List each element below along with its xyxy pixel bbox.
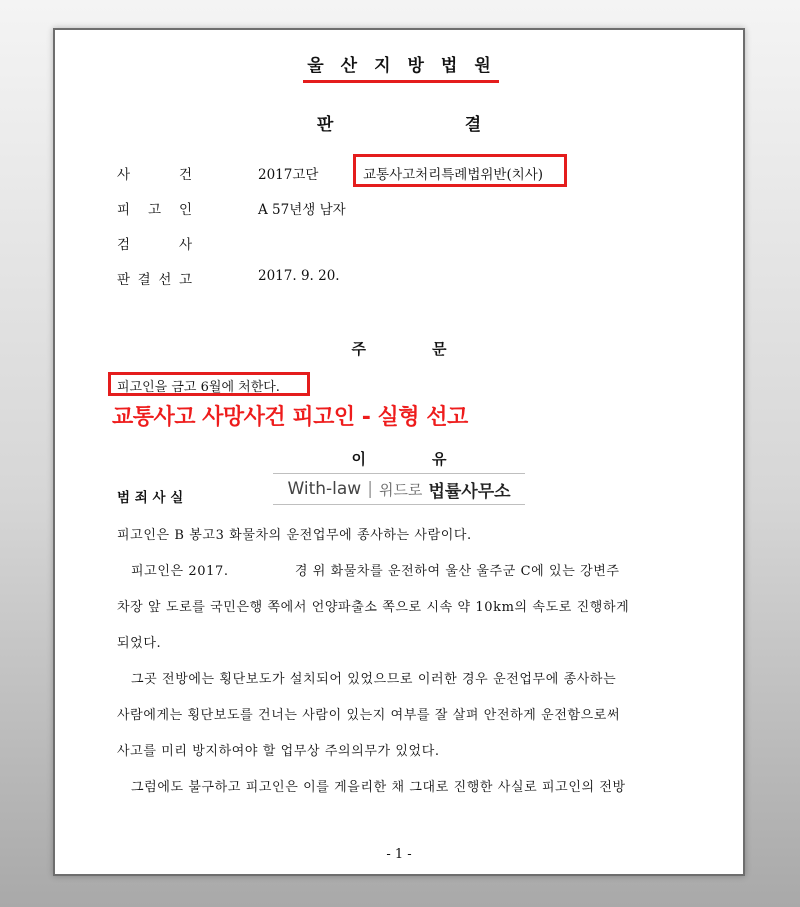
watermark-separator: |: [367, 479, 373, 499]
field-label-case-text: 사 건: [117, 167, 193, 183]
judgment-document-page: [53, 28, 745, 876]
paragraph-line: 되었다.: [117, 636, 162, 651]
field-label-verdict-date: [117, 268, 193, 288]
field-label-prosecutor-text: 검 사: [117, 237, 193, 253]
field-value-case-name: 교통사고처리특례법위반(치사): [363, 167, 544, 183]
page-number: - 1 -: [386, 847, 412, 862]
order-heading-right: 문: [431, 340, 447, 358]
watermark-brand: With-law: [287, 479, 362, 499]
field-label-defendant-text: 피 고 인: [117, 202, 193, 218]
paragraph-line: 피고인은 B 봉고3 화물차의 운전업무에 종사하는 사람이다.: [117, 528, 472, 543]
field-value-verdict-date: 2017. 9. 20.: [258, 268, 340, 284]
title-right-char: 결: [464, 115, 482, 135]
field-label-case: [117, 163, 193, 183]
order-heading: [55, 338, 743, 359]
field-label-prosecutor: [117, 233, 193, 253]
paragraph-line: 사고를 미리 방지하여야 할 업무상 주의의무가 있었다.: [117, 744, 440, 759]
paragraph-line: 그럼에도 불구하고 피고인은 이를 게을리한 채 그대로 진행한 사실로 피고인의 전방: [131, 780, 626, 795]
facts-heading: 범 죄 사 실: [117, 490, 184, 506]
reason-heading-right: 유: [431, 450, 447, 468]
title-left-char: 판: [316, 115, 334, 135]
paragraph-line: 사람에게는 횡단보도를 건너는 사람이 있는지 여부를 잘 살펴 안전하게 운전함으로써: [117, 708, 621, 723]
order-heading-left: 주: [351, 340, 367, 358]
paragraph-line: 그곳 전방에는 횡단보도가 설치되어 있었으므로 이러한 경우 운전업무에 종사하는: [131, 672, 617, 687]
court-name: 울산지방법원: [307, 56, 508, 76]
watermark-korean-name: 위드로: [378, 480, 423, 499]
field-value-defendant: A 57년생 남자: [258, 202, 346, 218]
field-value-case-number: 2017고단: [258, 167, 319, 183]
watermark-firm-type: 법률사무소: [428, 481, 511, 502]
reason-heading: [55, 448, 743, 469]
court-name-underline: [303, 80, 499, 83]
paragraph-line: 피고인은 2017. 경 위 화물차를 운전하여 울산 울주군 C에 있는 강변주: [131, 564, 620, 579]
paragraph-line: 차장 앞 도로를 국민은행 쪽에서 언양파출소 쪽으로 시속 약 10km의 속도로 진행하게: [117, 600, 630, 615]
headline-banner: 교통사고 사망사건 피고인 - 실형 선고: [112, 405, 468, 430]
document-title: [55, 110, 743, 135]
field-label-defendant: [117, 198, 193, 218]
reason-heading-left: 이: [351, 450, 367, 468]
law-firm-watermark: [273, 473, 525, 505]
order-text: 피고인을 금고 6월에 처한다.: [117, 380, 280, 395]
field-label-verdict-date-text: 판 결 선 고: [117, 272, 193, 288]
